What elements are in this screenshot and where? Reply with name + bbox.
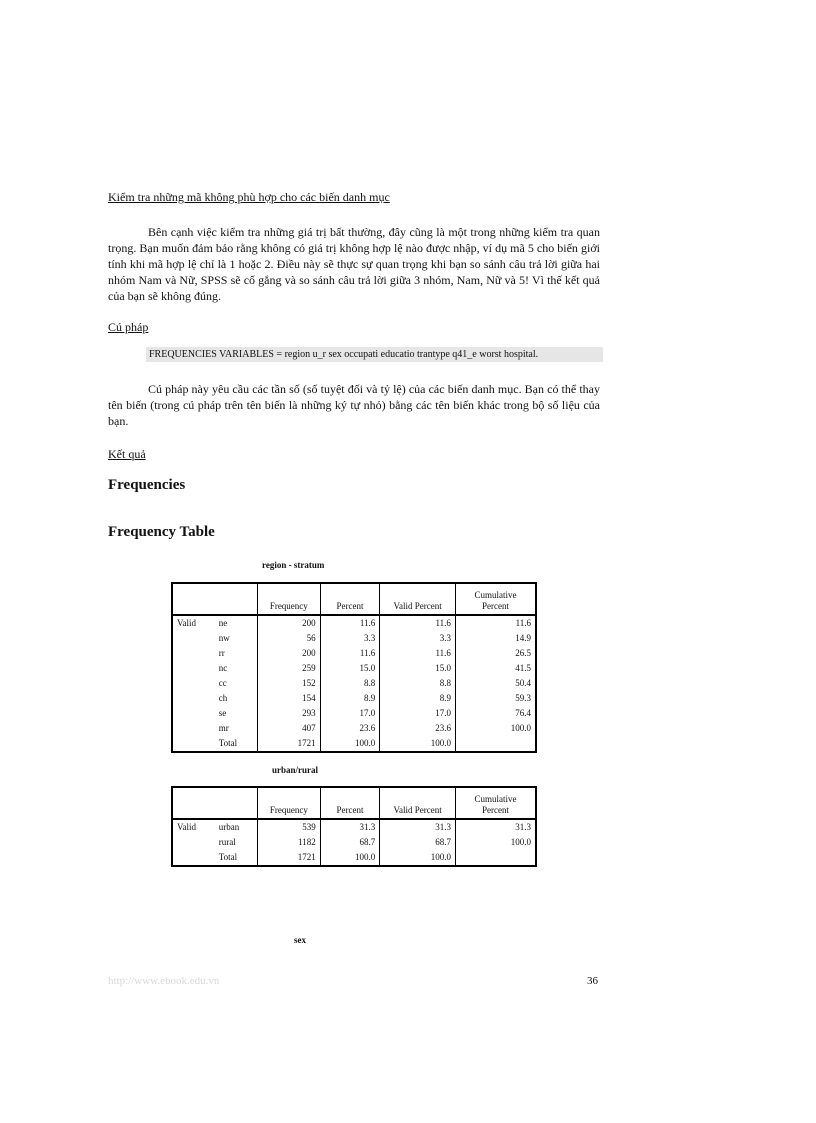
syntax-heading: Cú pháp: [108, 320, 149, 334]
region-frequency-table: [171, 582, 537, 753]
table-row: [172, 706, 536, 721]
cell: 1721: [257, 736, 320, 752]
cell: 17.0: [380, 706, 456, 721]
page-number: 36: [587, 975, 598, 987]
frequency-table-title: Frequency Table: [108, 524, 215, 540]
cell: 15.0: [380, 661, 456, 676]
cell: 26.5: [455, 646, 536, 661]
cell: 1721: [257, 850, 320, 866]
cell: 68.7: [320, 835, 380, 850]
cell: 31.3: [455, 819, 536, 835]
table-row: [172, 736, 536, 752]
cell: 56: [257, 631, 320, 646]
cell: 15.0: [320, 661, 380, 676]
cell: 11.6: [380, 615, 456, 631]
cell: 8.9: [320, 691, 380, 706]
row-label: se: [218, 708, 227, 718]
cell: 407: [257, 721, 320, 736]
cell: 100.0: [320, 736, 380, 752]
cell: 17.0: [320, 706, 380, 721]
column-header: Cumulative Percent: [455, 787, 536, 819]
region-table-title: region - stratum: [262, 560, 325, 570]
section-heading: Kiểm tra những mã không phù hợp cho các biến danh mục: [108, 190, 390, 204]
cell: 259: [257, 661, 320, 676]
cell: 31.3: [380, 819, 456, 835]
cell: 152: [257, 676, 320, 691]
cell: 8.8: [320, 676, 380, 691]
group-label: Valid: [172, 615, 215, 631]
cell: 100.0: [380, 736, 456, 752]
row-label: ch: [218, 693, 228, 703]
cell: 23.6: [380, 721, 456, 736]
cell: 8.9: [380, 691, 456, 706]
cell: 154: [257, 691, 320, 706]
cell: 100.0: [455, 835, 536, 850]
cell: 59.3: [455, 691, 536, 706]
cell: 100.0: [320, 850, 380, 866]
cell: 293: [257, 706, 320, 721]
syntax-paragraph: Cú pháp này yêu cầu các tần số (số tuyệt đối và tỷ lệ) của các biến danh mục. Bạn có thể thay tên biến (trong cú pháp trên tên biến là những ký tự nhỏ) bằng các tên biến khác trong bộ số liệu của bạn.: [108, 382, 600, 428]
column-header: Percent: [320, 583, 380, 615]
cell: 68.7: [380, 835, 456, 850]
row-label: rural: [218, 837, 236, 847]
cell: 11.6: [320, 646, 380, 661]
table-row: [172, 691, 536, 706]
cell: [455, 736, 536, 752]
column-header: Frequency: [257, 787, 320, 819]
cell: 3.3: [320, 631, 380, 646]
table-header-row: [172, 787, 536, 819]
table-row: [172, 835, 536, 850]
table-row: [172, 661, 536, 676]
table-row: [172, 615, 536, 631]
cell: 539: [257, 819, 320, 835]
row-label: nw: [218, 633, 230, 643]
column-header: Valid Percent: [380, 583, 456, 615]
column-header: Percent: [320, 787, 380, 819]
table-row: [172, 721, 536, 736]
cell: 11.6: [380, 646, 456, 661]
cell: 200: [257, 615, 320, 631]
urban-table-title: urban/rural: [272, 765, 319, 775]
cell: 50.4: [455, 676, 536, 691]
row-label: ne: [218, 618, 228, 628]
syntax-code-block: FREQUENCIES VARIABLES = region u_r sex occupati educatio trantype q41_e worst hospital.: [146, 347, 603, 362]
table-header-row: [172, 583, 536, 615]
cell: 200: [257, 646, 320, 661]
intro-paragraph: Bên cạnh việc kiểm tra những giá trị bất thường, đây cũng là một trong những kiểm tra quan trọng. Bạn muốn đảm bảo rằng không có giá trị không hợp lệ nào được nhập, ví dụ mã 5 cho biến giới tính khi mã hợp lệ chỉ là 1 hoặc 2. Điều này sẽ thực sự quan trọng khi bạn so sánh câu trả lời giữa hai nhóm Nam và Nữ, SPSS sẽ cố gắng và so sánh câu trả lời giữa 3 nhóm, Nam, Nữ và 5! Vì thế kết quả của bạn sẽ không đúng.: [108, 225, 600, 303]
result-heading: Kết quả: [108, 447, 146, 461]
table-row: [172, 676, 536, 691]
cell: 23.6: [320, 721, 380, 736]
cell: 1182: [257, 835, 320, 850]
cell: 3.3: [380, 631, 456, 646]
cell: 100.0: [380, 850, 456, 866]
cell: 11.6: [455, 615, 536, 631]
row-label: nc: [218, 663, 228, 673]
cell: 76.4: [455, 706, 536, 721]
frequencies-title: Frequencies: [108, 477, 186, 493]
cell: 14.9: [455, 631, 536, 646]
cell: 31.3: [320, 819, 380, 835]
cell: 8.8: [380, 676, 456, 691]
row-label: rr: [218, 648, 225, 658]
column-header: Cumulative Percent: [455, 583, 536, 615]
column-header: Valid Percent: [380, 787, 456, 819]
table-row: [172, 646, 536, 661]
cell: [455, 850, 536, 866]
table-row: [172, 850, 536, 866]
row-label: mr: [218, 723, 229, 733]
cell: 11.6: [320, 615, 380, 631]
urban-frequency-table: [171, 786, 537, 867]
sex-table-title: sex: [294, 935, 306, 945]
row-label: urban: [218, 822, 240, 832]
table-row: [172, 631, 536, 646]
footer-url[interactable]: http://www.ebook.edu.vn: [108, 975, 220, 987]
row-label: Total: [215, 850, 258, 866]
group-label: Valid: [172, 819, 215, 835]
cell: 41.5: [455, 661, 536, 676]
column-header: Frequency: [257, 583, 320, 615]
table-row: [172, 819, 536, 835]
row-label: cc: [218, 678, 227, 688]
row-label: Total: [215, 736, 258, 752]
cell: 100.0: [455, 721, 536, 736]
